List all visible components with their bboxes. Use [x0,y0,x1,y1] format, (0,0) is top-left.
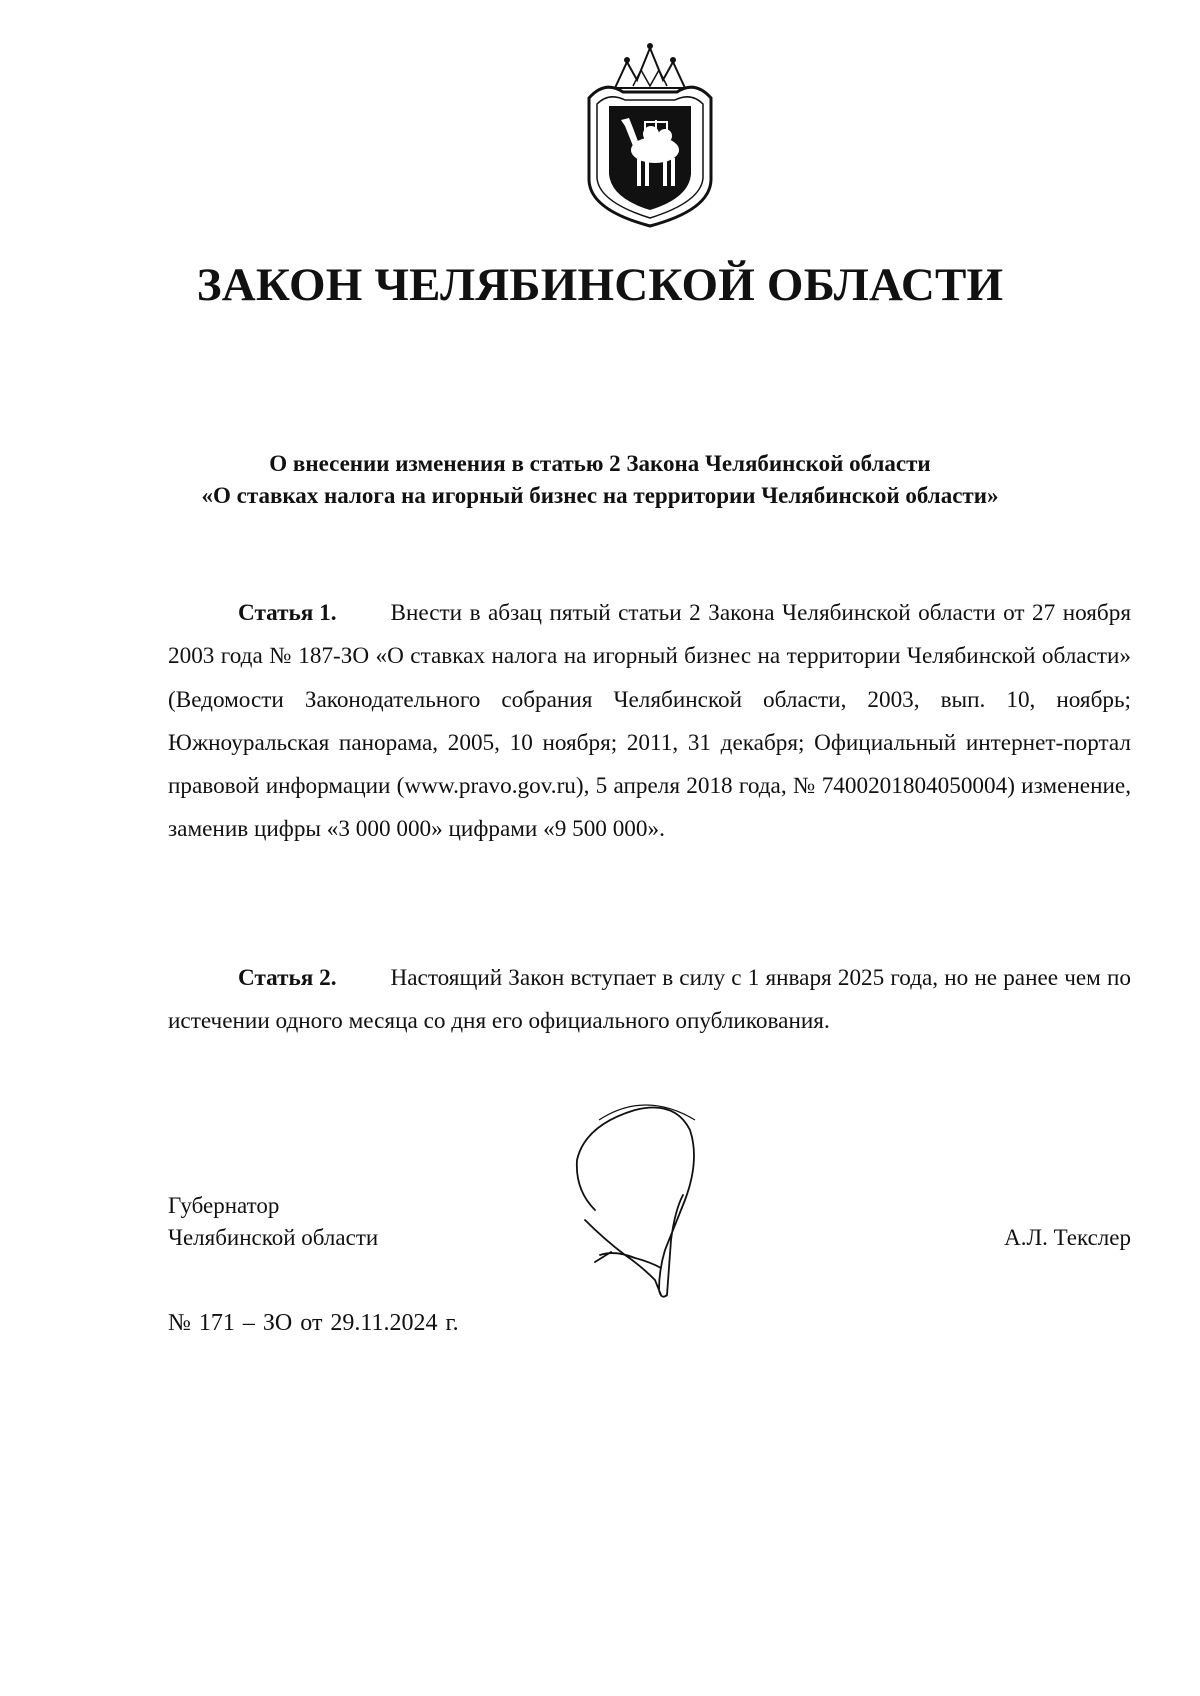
document-subtitle [0,448,1200,512]
article-1 [168,592,1131,852]
signer-position-line-1: Губернатор [168,1193,280,1218]
law-number: № 171 – ЗО от 29.11.2024 г. [168,1310,459,1336]
article-1-text: Внести в абзац пятый статьи 2 Закона Челябинской области от 27 ноября 2003 года № 187-ЗО «О ставках налога на игорный бизнес на территории Челябинской области» (Ведомости Законодательного собрания Челябинской области, 2003, вып. 10, ноябрь; Южноуральская панорама, 2005, 10 ноября; 2011, 31 декабря; Официальный интернет-портал правовой информации (www.pravo.gov.ru), 5 апреля 2018 года, № 7400201804050004) изменение, заменив цифры «3 000 000» цифрами «9 500 000». [168,600,1131,843]
article-1-label: Статья 1. [238,600,337,626]
article-2-text: Настоящий Закон вступает в силу с 1 января 2025 года, но не ранее чем по истечении одного месяца со дня его официального опубликования. [168,965,1131,1035]
coat-of-arms-icon [575,40,725,230]
subtitle-line-1: О внесении изменения в статью 2 Закона Челябинской области [269,451,931,476]
signer-name: А.Л. Текслер [1004,1225,1131,1250]
article-2 [168,957,1131,1044]
article-2-label: Статья 2. [238,965,337,991]
signer-position-line-2: Челябинской области [168,1225,379,1250]
signature-icon [555,1090,755,1340]
subtitle-line-2: «О ставках налога на игорный бизнес на территории Челябинской области» [201,483,999,508]
signer-position [168,1190,378,1254]
document-title: ЗАКОН ЧЕЛЯБИНСКОЙ ОБЛАСТИ [196,259,1004,311]
